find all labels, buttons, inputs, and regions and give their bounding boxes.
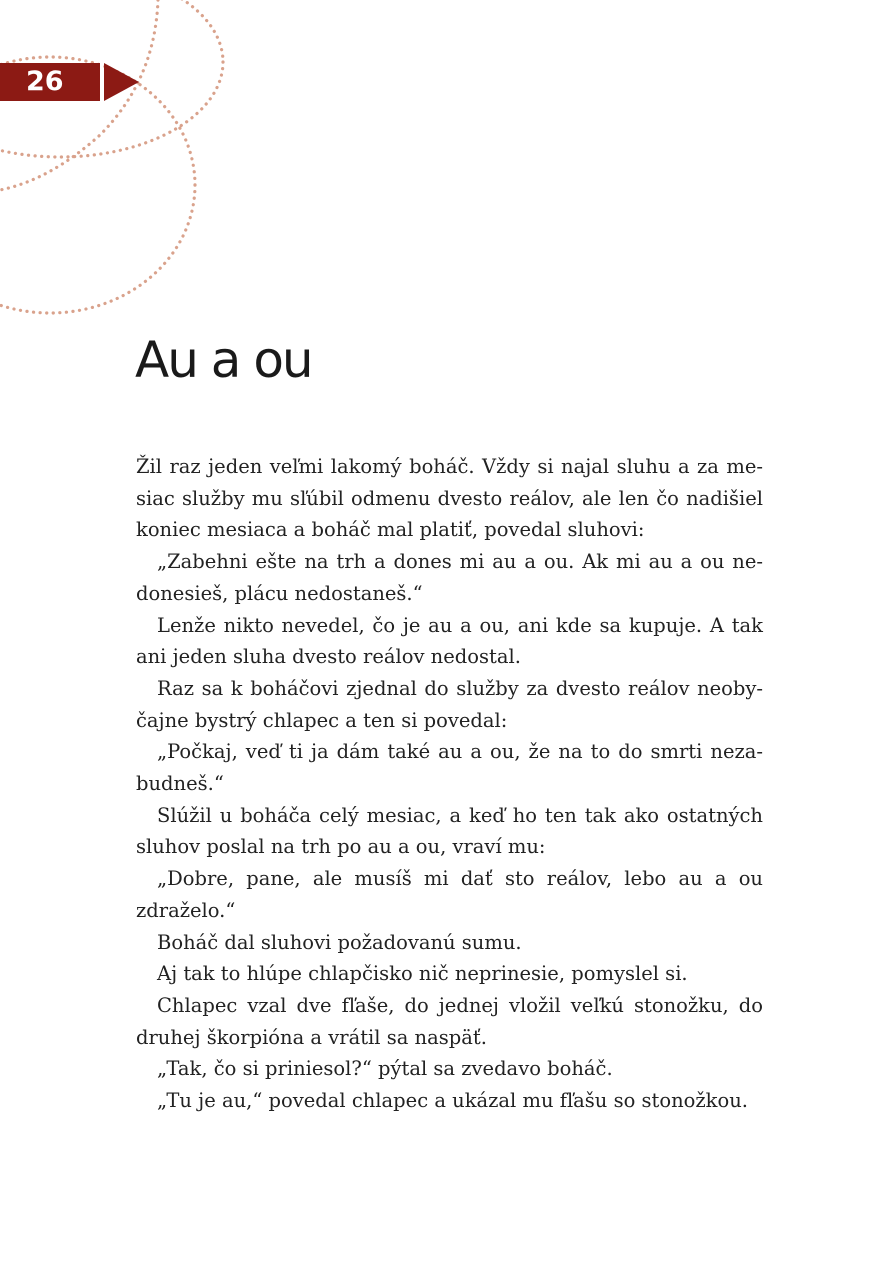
page-number: 26	[26, 66, 64, 97]
story-paragraph-4: Raz sa k boháčovi zjednal do služby za dvesto reálov neobyčajne bystrý chlapec a ten si povedal:	[136, 676, 763, 732]
story-paragraph-12: „Tu je au,“ povedal chlapec a ukázal mu fľašu so stonožkou.	[157, 1089, 748, 1113]
story-paragraph-7: „Dobre, pane, ale musíš mi dať sto reálov, lebo au a ou zdraželo.“	[136, 867, 763, 922]
story-paragraph-2: „Zabehni ešte na trh a dones mi au a ou. Ak mi au a ou nedonesieš, plácu nedostaneš.“	[136, 550, 763, 605]
story-paragraph-5: „Počkaj, veď ti ja dám také au a ou, že na to do smrti nezabudneš.“	[136, 740, 763, 796]
story-paragraph-3: Lenže nikto nevedel, čo je au a ou, ani kde sa kupuje. A tak ani jeden sluha dvesto reálov nedostal.	[136, 613, 763, 669]
story-paragraph-6: Slúžil u boháča celý mesiac, a keď ho ten tak ako ostatných sluhov poslal na trh po au a ou, vraví mu:	[136, 803, 763, 859]
page-tab-arrow	[104, 63, 139, 101]
story-paragraph-9: Aj tak to hlúpe chlapčisko nič neprinesie, pomyslel si.	[157, 962, 688, 986]
story-paragraph-1: Žil raz jeden veľmi lakomý boháč. Vždy si najal sluhu a za mesiac služby mu sľúbil odmenu dvesto reálov, ale len čo nadišiel koniec mesiaca a boháč mal platiť, povedal sluhovi:	[136, 455, 763, 542]
story-paragraph-10: Chlapec vzal dve fľaše, do jednej vložil veľkú stonožku, do druhej škorpióna a vrátil sa naspäť.	[136, 993, 763, 1049]
page-title: Au a ou	[135, 331, 312, 389]
story-paragraph-11: „Tak, čo si priniesol?“ pýtal sa zvedavo boháč.	[157, 1057, 613, 1081]
story-paragraph-8: Boháč dal sluhovi požadovanú sumu.	[157, 930, 522, 954]
story-text	[136, 451, 763, 1117]
